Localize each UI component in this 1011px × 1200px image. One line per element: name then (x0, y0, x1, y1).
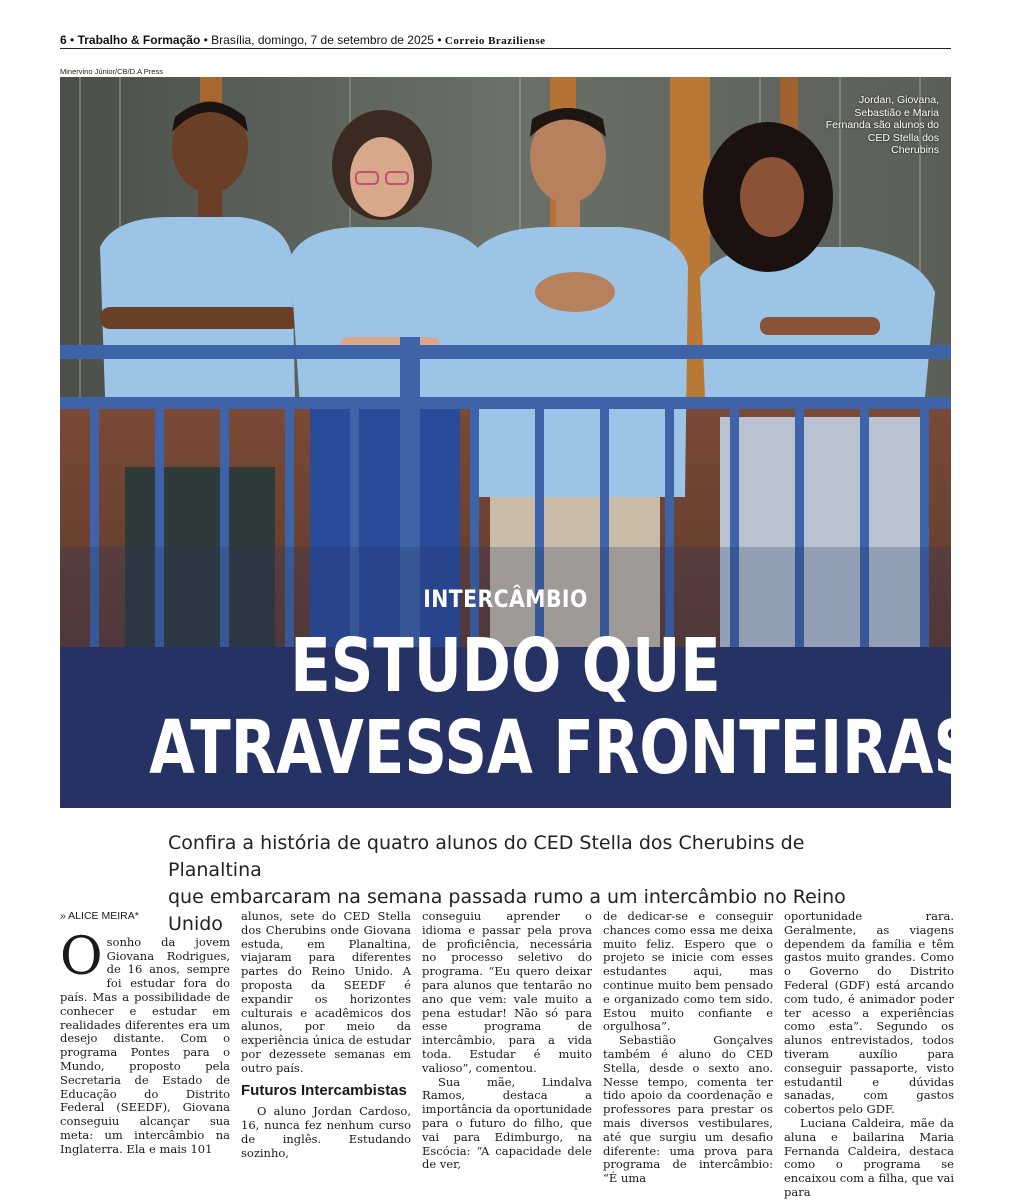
page-number: 6 (60, 33, 67, 47)
section-kicker: INTERCÂMBIO (423, 585, 588, 613)
article-column-1 (60, 910, 230, 1157)
article-column-4 (603, 910, 773, 1186)
section-name: Trabalho & Formação (77, 33, 201, 47)
paragraph: Sua mãe, Lindalva Ramos, destaca a importância da oportunidade para o futuro do filho, que vai para Edimburgo, na Escócia: “A capacidade dele de ver, (422, 1074, 592, 1172)
subhead-line-2: que embarcaram na semana passada rumo a um intercâmbio no Reino Unido (168, 886, 846, 935)
header-separator: • (203, 33, 208, 47)
article-column-3 (422, 910, 592, 1172)
paragraph: de dedicar-se e conseguir chances como essa me deixa muito feliz. Espero que o projeto se inicie com esses estudantes aqui, mas continue muito bem pensado e organizado como tem sido. Estou muito confiante e orgulhosa”. (603, 909, 773, 1034)
paragraph: Sebastião Gonçalves também é aluno do CED Stella, desde o sexto ano. Nesse tempo, comenta ter tido apoio da coordenação e professores para prestar os mais diversos vestibulares, até que surgiu um desafio diferente: uma prova para programa de intercâmbio: “É uma (603, 1033, 773, 1186)
headline-line-2: ATRAVESSA FRONTEIRAS (149, 705, 977, 791)
paragraph-text: sonho da jovem Giovana Rodrigues, de 16 anos, sempre foi estudar fora do país. Mas a possibilidade de conhecer e estudar em realidades diferentes era um desejo distante. Com o programa Pontes para o Mundo, proposto pela Secretaria de Estado de Educação do Distrito Federal (SEEDF), Giovana conseguiu alcançar sua meta: um intercâmbio na Inglaterra. Ela e mais 101 (60, 934, 230, 1156)
paragraph: Luciana Caldeira, mãe da aluna e bailarina Maria Fernanda Caldeira, destaca como o programa se encaixou com a filha, que vai para (784, 1115, 954, 1199)
header-separator: • (437, 33, 442, 47)
paragraph: alunos, sete do CED Stella dos Cherubins onde Giovana estuda, em Planaltina, viajaram para diferentes partes do Reino Unido. A proposta da SEEDF é expandir os horizontes culturais e acadêmicos dos alunos, por meio da experiência única de estudar por dezessete semanas em outro país. (241, 909, 411, 1075)
photo-credit: Minervino Júnior/CB/D.A Press (60, 67, 163, 76)
page-header (60, 33, 951, 49)
article-column-2 (241, 910, 411, 1161)
lead-photo (60, 77, 951, 647)
drop-cap: O (60, 926, 103, 987)
subhead-line-1: Confira a história de quatro alunos do CED Stella dos Cherubins de Planaltina (168, 832, 805, 881)
paragraph: conseguiu aprender o idioma e passar pela prova de proficiência, necessária no processo seletivo do programa. “Eu quero deixar para alunos que tentarão no ano que vem: vale muito a pena estudar! Não só para esse programa de intercâmbio, para a vida toda. Estudar é muito valioso”, comentou. (422, 909, 592, 1075)
paragraph: O aluno Jordan Cardoso, 16, nunca fez nenhum curso de inglês. Estudando sozinho, (241, 1104, 411, 1160)
paragraph: oportunidade rara. Geralmente, as viagens dependem da família e têm gastos muito grandes. Como o Governo do Distrito Federal (GDF) está arcando com tudo, é animador poder ter acesso a experiências como esta”. Segundo os alunos entrevistados, todos tiveram auxílio para conseguir passaporte, visto estudantil e dúvidas sanadas, com gastos cobertos pelo GDF. (784, 909, 954, 1117)
paragraph (60, 926, 230, 1157)
dateline: Brasília, domingo, 7 de setembro de 2025 (211, 33, 434, 47)
article-subheading: Futuros Intercambistas (241, 1081, 407, 1099)
byline: » ALICE MEIRA* (60, 910, 139, 922)
article-column-5 (784, 910, 954, 1200)
newspaper-name: Correio Braziliense (444, 35, 546, 47)
headline-line-1: ESTUDO QUE (290, 623, 721, 709)
photo-caption: Jordan, Giovana, Sebastião e Maria Fernanda são alunos do CED Stella dos Cherubins (825, 94, 939, 156)
header-separator: • (70, 33, 75, 47)
